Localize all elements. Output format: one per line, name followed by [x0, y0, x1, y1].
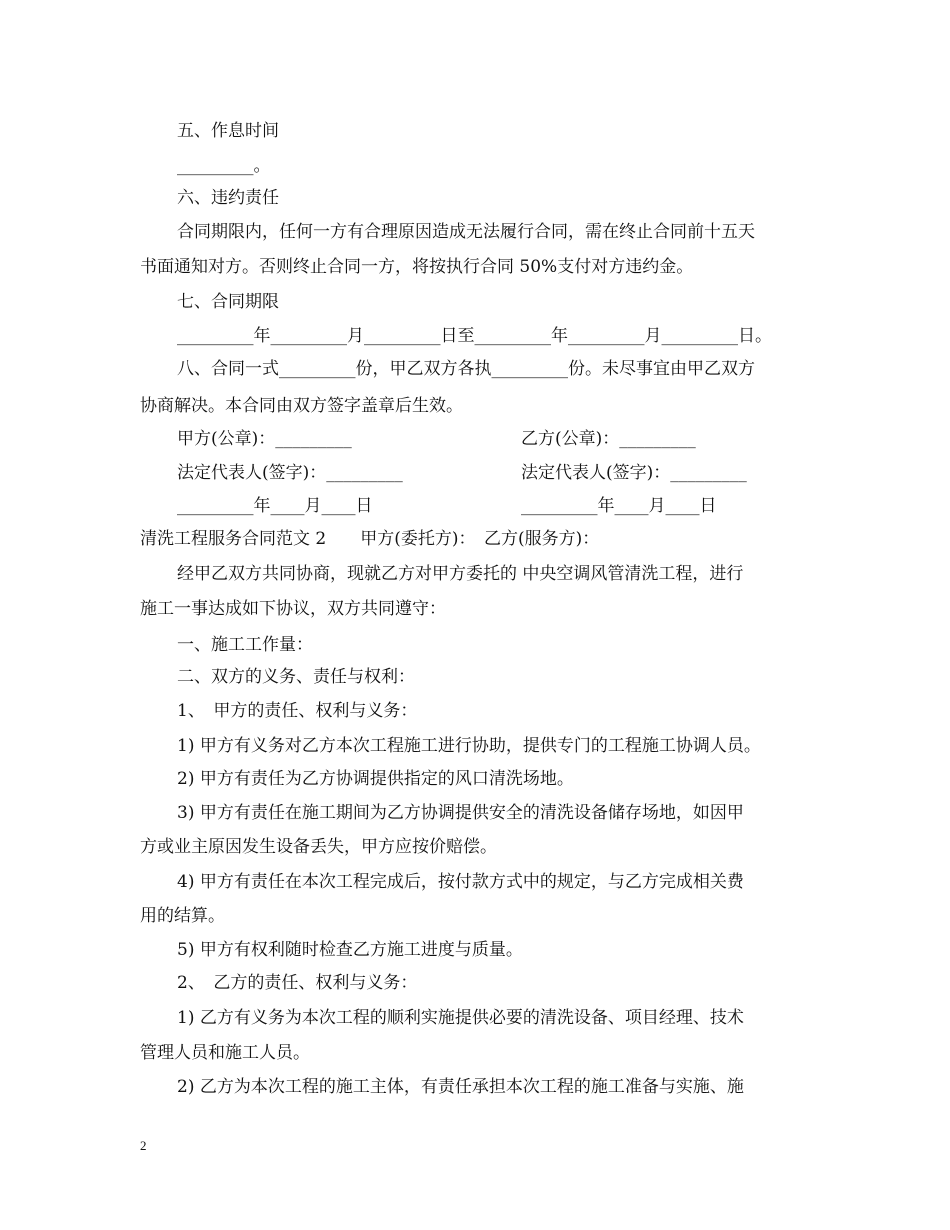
party-a-item-4-line-2: 用的结算。 [140, 906, 225, 926]
copies-paragraph-line-2: 协商解决。本合同由双方签字盖章后生效。 [140, 396, 463, 416]
party-a-item-4-line-1: 4) 甲方有责任在本次工程完成后，按付款方式中的规定，与乙方完成相关费 [177, 872, 744, 892]
party-b-seal: 乙方(公章)：_________ [521, 429, 696, 449]
party-a-representative: 法定代表人(签字)：_________ [177, 463, 403, 483]
party-b-item-1-line-2: 管理人员和施工人员。 [140, 1043, 310, 1063]
party-b-item-2-line-1: 2) 乙方为本次工程的施工主体，有责任承担本次工程的施工准备与实施、施 [177, 1077, 744, 1097]
party-b-item-1-line-1: 1) 乙方有义务为本次工程的顺利实施提供必要的清洗设备、项目经理、技术 [177, 1008, 744, 1028]
rest-time-blank: _________。 [177, 156, 271, 176]
section-heading-term: 七、合同期限 [177, 292, 279, 312]
party-b-date: _________年____月____日 [521, 496, 717, 516]
section-heading-rest-time: 五、作息时间 [177, 121, 279, 141]
party-a-item-3-line-1: 3) 甲方有责任在施工期间为乙方协调提供安全的清洗设备储存场地，如因甲 [177, 803, 744, 823]
party-a-date: _________年____月____日 [177, 496, 373, 516]
copies-paragraph-line-1: 八、合同一式_________份，甲乙双方各执_________份。未尽事宜由甲乙双方 [177, 359, 755, 379]
section-heading-obligations: 二、双方的义务、责任与权利： [177, 667, 415, 687]
party-a-item-3-line-2: 方或业主原因发生设备丢失，甲方应按价赔偿。 [140, 837, 497, 857]
party-b-responsibilities-heading: 2、 乙方的责任、权利与义务： [177, 973, 418, 993]
breach-paragraph-line-2: 书面通知对方。否则终止合同一方，将按执行合同 50%支付对方违约金。 [140, 257, 694, 277]
term-date-range: _________年_________月_________日至_________年_________月_________日。 [177, 326, 772, 346]
party-a-item-5: 5) 甲方有权利随时检查乙方施工进度与质量。 [177, 940, 523, 960]
party-a-seal: 甲方(公章)：_________ [177, 429, 352, 449]
intro-paragraph-line-2: 施工一事达成如下协议，双方共同遵守： [140, 599, 446, 619]
party-b-representative: 法定代表人(签字)：_________ [521, 463, 747, 483]
intro-paragraph-line-1: 经甲乙双方共同协商，现就乙方对甲方委托的 中央空调风管清洗工程，进行 [177, 564, 744, 584]
section-heading-breach: 六、违约责任 [177, 188, 279, 208]
page-number: 2 [140, 1138, 147, 1153]
contract-example-title: 清洗工程服务合同范文 2 甲方(委托方)： 乙方(服务方)： [140, 529, 600, 549]
section-heading-workload: 一、施工工作量： [177, 635, 313, 655]
party-a-responsibilities-heading: 1、 甲方的责任、权利与义务： [177, 701, 418, 721]
party-a-item-2: 2) 甲方有责任为乙方协调提供指定的风口清洗场地。 [177, 769, 574, 789]
breach-paragraph-line-1: 合同期限内，任何一方有合理原因造成无法履行合同，需在终止合同前十五天 [177, 222, 755, 242]
party-a-item-1: 1) 甲方有义务对乙方本次工程施工进行协助，提供专门的工程施工协调人员。 [177, 736, 761, 756]
